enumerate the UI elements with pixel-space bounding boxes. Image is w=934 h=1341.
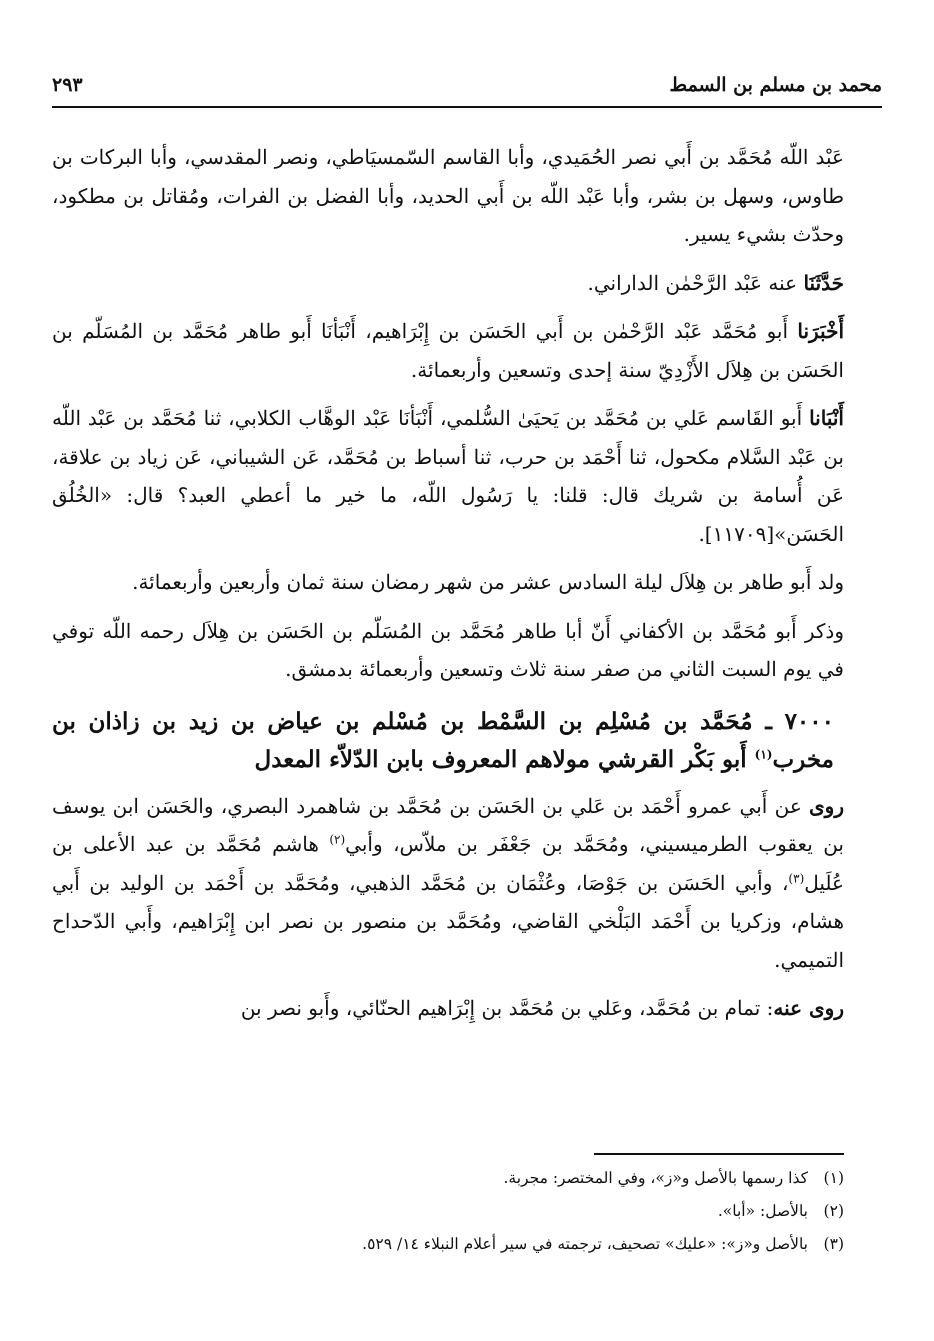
footnote: (٣) بالأصل و«ز»: «عليك» تصحيف، ترجمته في سير أعلام النبلاء ١٤/ ٥٢٩. (362, 1235, 844, 1253)
narration-term: أَنْبَانا (809, 406, 844, 430)
footnote-ref: (١) (754, 746, 773, 761)
footnote-ref: (٢) (329, 832, 346, 847)
page-header (52, 68, 882, 102)
narration-term: أَخْبَرَنا (797, 319, 844, 343)
paragraph: حَدَّثَنَا عنه عَبْد الرَّحْمٰن الداراني. (587, 270, 844, 295)
paragraph: ولد أَبو طاهر بن هِلاَل ليلة السادس عشر من شهر رمضان سنة ثمان وأربعين وأربعمائة. (132, 570, 844, 594)
narration-term: حَدَّثَنَا (803, 270, 844, 295)
header-divider (52, 106, 882, 108)
footnote: (٢) بالأصل: «أبا». (717, 1202, 844, 1220)
narration-term: روى (809, 793, 844, 818)
page-number: ٢٩٣ (52, 74, 83, 96)
paragraph: روى عن أَبي عمرو أَحْمَد بن عَلي بن الحَسَن بن مُحَمَّد بن شاهمرد البصري، والحَسَن ابن يوسف بن يعقوب الطرميسيني، ومُحَمَّد بن جَعْفَر بن ملاّس، وأبي$^{(٢)}$ هاشم مُحَمَّد بن عبد الأعلى بن عُلَيل$^{(٣)}$، وأبي الحَسَن بن جَوْصَا، وعُثْمَان بن مُحَمَّد الذهبي، ومُحَمَّد بن أَحْمَد بن الوليد بن أَبي هشام، وزكريا بن أَحْمَد البَلْخي القاضي، ومُحَمَّد بن منصور بن نصر ابن إِبْرَاهيم، وأَبي الدّحداح التميمي. (52, 793, 844, 972)
footnotes (52, 1162, 844, 1261)
footnote-ref: (٣) (788, 870, 805, 885)
paragraph: أَنْبَانا أَبو القَاسم عَلي بن مُحَمَّد بن يَحيَىٰ السُّلمي، أَنْبَأنَا عَبْد الوهَّاب الكلابي، ثنا مُحَمَّد بن عَبْد اللّه بن عَبْد السَّلام مكحول، ثنا أَحْمَد بن حرب، ثنا أسباط بن مُحَمَّد، عَن الشيباني، عَن زياد بن علاقة، عَن أُسامة بن شريك قال: قلنا: يا رَسُول اللّه، ما خير ما أعطي العبد؟ قال: «الخُلُق الحَسَن»[١١٧٠٩]. (52, 406, 844, 546)
footnote: (١) كذا رسمها بالأصل و«ز»، وفي المختصر: مجربة. (503, 1169, 844, 1187)
biography-entry-title: ٧٠٠٠ ـ مُحَمَّد بن مُسْلِم بن السَّمْط بن مُسْلم بن عياض بن زيد بن زاذان بن مخرب$^{(١)}$ أَبو بَكْر القرشي مولاهم المعروف بابن الدّلاّء المعدل (52, 707, 834, 773)
running-title: محمد بن مسلم بن السمط (669, 74, 882, 96)
narration-term: روى عنه (773, 996, 844, 1020)
paragraph: روى عنه: تمام بن مُحَمَّد، وعَلي بن مُحَمَّد بن إِبْرَاهيم الحنّائي، وأَبو نصر بن (240, 996, 844, 1020)
paragraph: أَخْبَرَنا أَبو مُحَمَّد عَبْد الرَّحْمٰن بن أَبي الحَسَن بن إِبْرَاهيم، أَنْبَأنَا أَبو طاهر مُحَمَّد بن المُسَلّم بن الحَسَن بن هِلاَل الأَزْدِيّ سنة إحدى وتسعين وأربعمائة. (52, 319, 844, 382)
paragraph: وذكر أَبو مُحَمَّد بن الأكفاني أَنّ أبا طاهر مُحَمَّد بن المُسَلّم بن الحَسَن بن هِلاَل رحمه اللّه توفي في يوم السبت الثاني من صفر سنة ثلاث وتسعين وأربعمائة بدمشق. (52, 618, 844, 681)
paragraph: عَبْد اللّه مُحَمَّد بن أَبي نصر الحُمَيدي، وأبا القاسم السّمسيَاطي، ونصر المقدسي، وأبا البركات بن طاوس، وسهل بن بشر، وأبا عَبْد اللّه بن أَبي الحديد، وأبا الفضل بن الفرات، ومُقاتل بن مطكود، وحدّث بشيء يسير. (52, 145, 844, 246)
footnote-divider (594, 1153, 844, 1155)
main-text (52, 138, 844, 1038)
